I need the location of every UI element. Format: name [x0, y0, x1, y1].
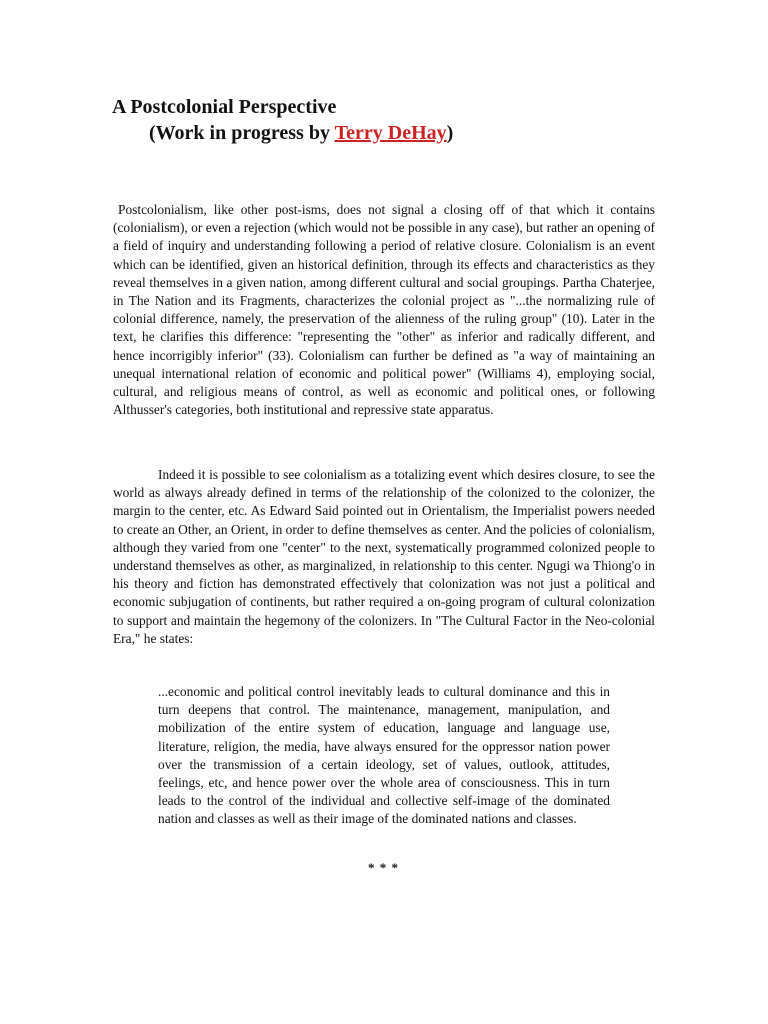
- subtitle-prefix: (Work in progress by: [149, 122, 335, 144]
- subtitle: [112, 120, 672, 146]
- paragraph-2: Indeed it is possible to see colonialism as a totalizing event which desires closure, to see the world as always already defined in terms of the relationship of the colonized to the colonizer, the margin to the center, etc. As Edward Said pointed out in Orientalism, the Imperialist powers needed to create an Other, an Orient, in order to define themselves as center. And the policies of colonialism, although they varied from one "center" to the next, systematically programmed colonized people to understand themselves as other, as marginalized, in relationship to this center. Ngugi wa Thiong'o in his theory and fiction has demonstrated effectively that colonization was not just a political and economic subjugation of continents, but rather required a on-going program of cultural colonization to support and maintain the hegemony of the colonizers. In "The Cultural Factor in the Neo-colonial Era," he states:: [113, 467, 655, 646]
- author-link[interactable]: Terry DeHay: [334, 122, 447, 144]
- paragraph-1: Postcolonialism, like other post-isms, does not signal a closing off of that which it contains (colonialism), or even a rejection (which would not be possible in any case), but rather an opening of a field of inquiry and understanding following a period of relative closure. Colonialism is an event which can be identified, given an historical definition, through its effects and characteristics as they reveal themselves in a given nation, among different cultural and social groupings. Partha Chaterjee, in The Nation and its Fragments, characterizes the colonial project as "...the normalizing rule of colonial difference, namely, the preservation of the alienness of the ruling group" (10). Later in the text, he clarifies this difference: "representing the "other" as inferior and radically different, and hence incorrigibly inferior" (33). Colonialism can further be defined as "a way of maintaining an unequal international relation of economic and political power" (Williams 4), employing social, cultural, and religious means of control, as well as economic and political ones, or following Althusser's categories, both institutional and repressive state apparatus.: [113, 202, 655, 418]
- page-title: A Postcolonial Perspective: [112, 96, 337, 118]
- subtitle-suffix: ): [446, 122, 454, 144]
- title-block: [112, 94, 672, 146]
- block-quote: ...economic and political control inevitably leads to cultural dominance and this in turn deepens that control. The maintenance, management, manipulation, and mobilization of the entire system of education, language and language use, literature, religion, the media, have always ensured for the oppressor nation power over the transmission of a certain ideology, set of values, outlook, attitudes, feelings, etc, and hence power over the whole area of consciousness. This in turn leads to the control of the individual and collective self-image of the dominated nation and classes as well as their image of the dominated nations and classes.: [158, 684, 610, 827]
- section-break: * * *: [368, 860, 399, 875]
